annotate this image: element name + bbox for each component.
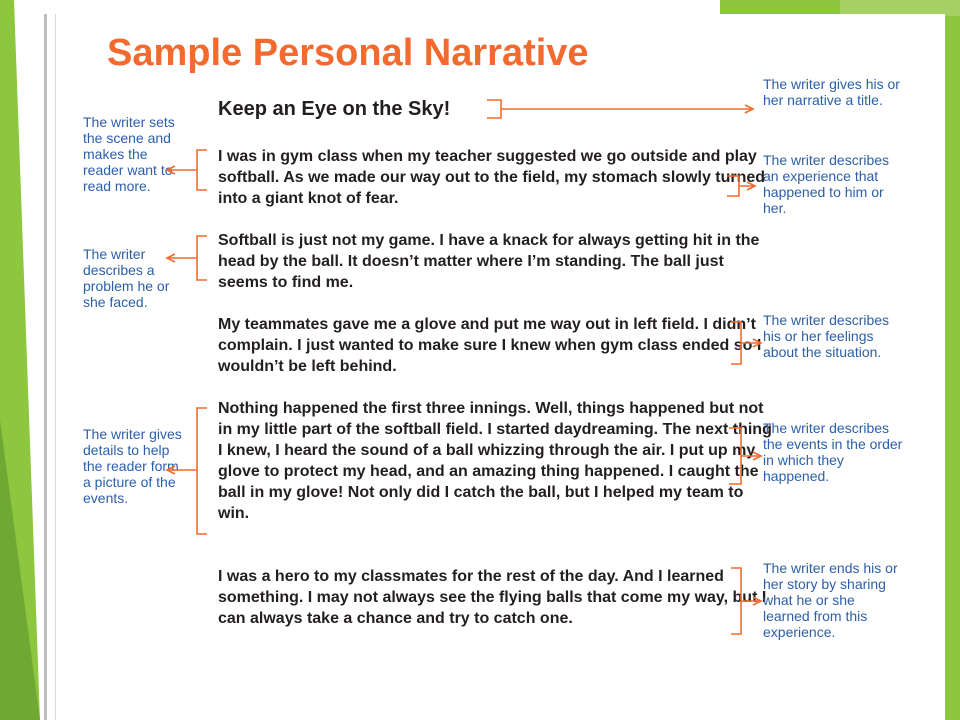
paragraph-5: I was a hero to my classmates for the rest of the day. And I learned something. I may not always see the flying balls that come my way, but I can always take a chance and try to catch one. — [218, 568, 767, 627]
right-note-title: The writer gives his or her narrative a title. — [763, 76, 900, 108]
paragraph-3: My teammates gave me a glove and put me way out in left field. I didn’t complain. I just wanted to make sure I knew when gym class ended so I wouldn’t be left behind. — [218, 316, 762, 375]
bracket-right-5 — [731, 568, 759, 634]
annotation-brackets — [47, 14, 945, 720]
paragraph-1: I was in gym class when my teacher suggested we go outside and play softball. As we made our way out to the field, my stomach slowly turned into a giant knot of fear. — [218, 148, 766, 207]
bracket-left-2 — [169, 236, 207, 280]
paragraph-2: Softball is just not my game. I have a knack for always getting hit in the head by the ball. It doesn’t matter where I’m standing. The ball just seems to find me. — [218, 232, 760, 291]
bracket-right-4 — [729, 428, 759, 484]
bracket-left-1 — [169, 150, 207, 190]
right-note-feelings: The writer describes his or her feelings about the situation. — [763, 312, 890, 360]
narrative-document — [44, 14, 945, 720]
right-note-events: The writer describes the events in the order in which they happened. — [763, 420, 903, 484]
right-note-experience: The writer describes an experience that happened to him or her. — [763, 152, 890, 216]
page-title: Sample Personal Narrative — [107, 32, 589, 74]
bracket-left-4 — [169, 408, 207, 534]
bracket-right-1 — [727, 176, 753, 196]
bracket-title — [487, 100, 751, 118]
paragraph-4: Nothing happened the first three innings. Well, things happened but not in my little part of the softball field. I started daydreaming. The next thing I knew, I heard the sound of a ball whizzing through the air. I put up my glove to protect my head, and an amazing thing happened. I caught the ball in my glove! Not only did I catch the ball, but I helped my team to win. — [218, 400, 772, 522]
left-note-details: The writer gives details to help the reader form a picture of the events. — [83, 426, 182, 506]
bracket-right-3 — [731, 322, 759, 364]
left-green-bar — [0, 0, 40, 720]
right-note-ending: The writer ends his or her story by sharing what he or she learned from this experience. — [763, 560, 898, 640]
left-note-scene: The writer sets the scene and makes the reader want to read more. — [83, 114, 175, 194]
story-title: Keep an Eye on the Sky! — [218, 98, 451, 120]
left-note-problem: The writer describes a problem he or she faced. — [83, 246, 170, 310]
